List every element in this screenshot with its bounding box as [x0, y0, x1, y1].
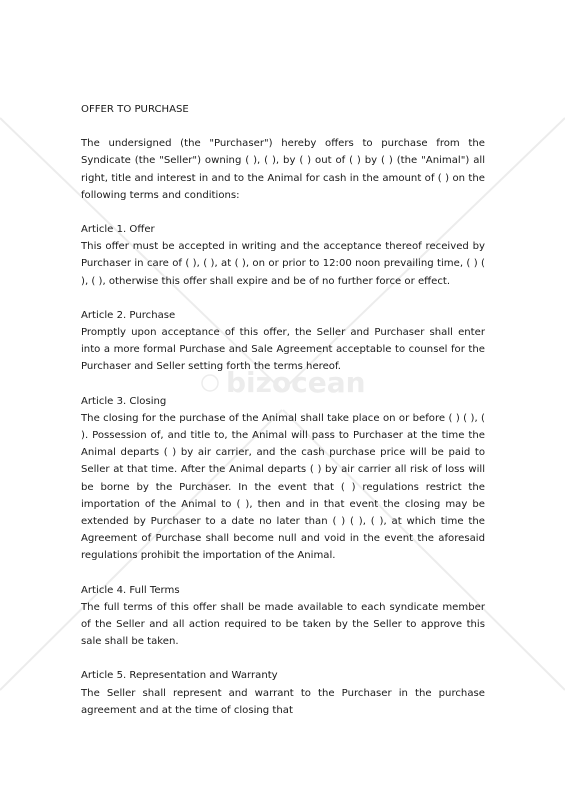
document-body — [81, 101, 485, 736]
article-heading: Article 3. Closing — [81, 395, 167, 407]
article-body: The Seller shall represent and warrant to the Purchaser in the purchase agreement and at the time of closing that — [81, 687, 485, 716]
article-body: Promptly upon acceptance of this offer, the Seller and Purchaser shall enter into a more formal Purchase and Sale Agreement acceptable to counsel for the Purchaser and Seller setting forth the terms hereof. — [81, 327, 485, 373]
intro-paragraph: The undersigned (the "Purchaser") hereby offers to purchase from the Syndicate (the "Seller") owning ( ), ( ), by ( ) out of ( ) by ( ) (the "Animal") all right, title and interest in and to the Animal for cash in the amount of ( ) on the following terms and conditions: — [81, 138, 485, 201]
article-1 — [81, 221, 485, 290]
article-5 — [81, 667, 485, 719]
article-heading: Article 5. Representation and Warranty — [81, 670, 278, 682]
article-2 — [81, 307, 485, 376]
article-heading: Article 1. Offer — [81, 224, 155, 236]
article-4 — [81, 582, 485, 651]
watermark-text: bizocean — [226, 366, 366, 399]
article-heading: Article 2. Purchase — [81, 309, 176, 321]
document-title: OFFER TO PURCHASE — [81, 104, 189, 115]
article-body: This offer must be accepted in writing and the acceptance thereof received by Purchaser in care of ( ), ( ), at ( ), on or prior to 12:00 noon prevailing time, ( ) ( ), ( ), otherwise this offer shall expire and be of no further force or effect. — [81, 241, 485, 287]
article-body: The closing for the purchase of the Animal shall take place on or before ( ) ( ), ( ). Possession of, and title to, the Animal will pass to Purchaser at the time the Animal departs ( ) by air carrier, and the cash purchase price will be paid to Seller at that time. After the Animal departs ( ) by air carrier all risk of loss will be borne by the Purchaser. In the event that ( ) regulations restrict the importation of the Animal to ( ), then and in that event the closing may be extended by Purchaser to a date no later than ( ) ( ), ( ), at which time the Agreement of Purchase shall become null and void in the event the aforesaid regulations prohibit the importation of the Animal. — [81, 412, 485, 562]
article-heading: Article 4. Full Terms — [81, 584, 180, 596]
article-body: The full terms of this offer shall be made available to each syndicate member of the Seller and all action required to be taken by the Seller to approve this sale shall be taken. — [81, 601, 485, 648]
article-3 — [81, 393, 485, 565]
